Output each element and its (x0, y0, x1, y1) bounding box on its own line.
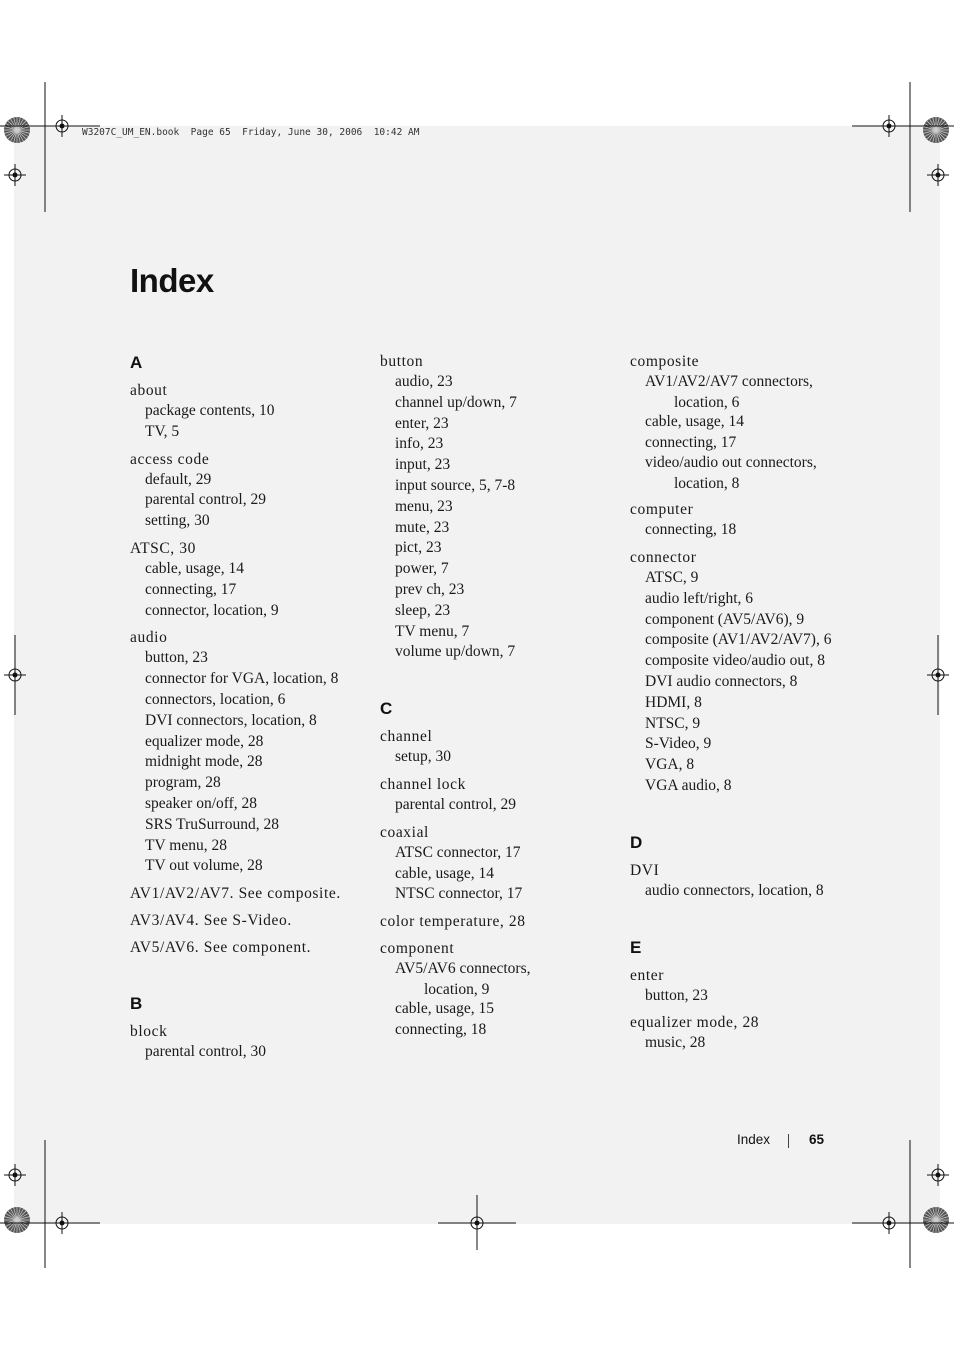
index-subterm (630, 610, 870, 631)
index-entry (630, 860, 870, 902)
subterm-text: AV1/AV2/AV7 connectors, (645, 373, 813, 390)
subterm-text: connector for VGA, location, 8 (145, 670, 339, 688)
index-subterm (630, 986, 870, 1007)
subterm-text: composite (AV1/AV2/AV7), 6 (645, 631, 832, 649)
subterm-text: prev ch, 23 (395, 580, 465, 598)
index-column-2 (380, 351, 620, 1047)
index-term: color temperature, 28 (380, 913, 526, 931)
subterm-text: ATSC connector, 17 (395, 843, 521, 861)
index-subterm (630, 630, 870, 651)
subterm-text: menu, 23 (395, 497, 453, 515)
subterm-text: channel up/down, 7 (395, 393, 517, 411)
index-term: AV5/AV6. See component. (130, 939, 312, 957)
index-subterm (380, 959, 620, 999)
index-term: AV1/AV2/AV7. See composite. (130, 885, 341, 903)
index-term: component (380, 940, 455, 958)
subterm-text: connecting, 17 (145, 580, 237, 598)
subterm-text: sleep, 23 (395, 601, 451, 619)
index-subterm (130, 815, 370, 836)
subterm-text: S-Video, 9 (645, 735, 712, 753)
subterm-text: connector, location, 9 (145, 601, 279, 619)
index-entry (630, 499, 870, 541)
index-subterm (380, 455, 620, 476)
index-subterm (130, 794, 370, 815)
index-subterm (380, 622, 620, 643)
index-letter-heading: A (130, 353, 143, 372)
subterm-text: mute, 23 (395, 518, 450, 536)
index-term: equalizer mode, 28 (630, 1014, 760, 1032)
index-entry (630, 1012, 870, 1054)
subterm-text: midnight mode, 28 (145, 753, 263, 771)
subterm-text: VGA audio, 8 (645, 776, 732, 794)
index-term: composite (630, 353, 700, 370)
subterm-text: setup, 30 (395, 748, 451, 766)
subterm-text: audio connectors, location, 8 (645, 881, 824, 899)
subterm-text: HDMI, 8 (645, 693, 702, 711)
index-entry (380, 822, 620, 905)
subterm-text: audio left/right, 6 (645, 589, 754, 607)
index-subterm (630, 433, 870, 454)
index-subterm (380, 434, 620, 455)
index-subterm (380, 497, 620, 518)
index-letter-heading: E (630, 937, 642, 957)
index-term: enter (630, 966, 664, 984)
index-subterm (130, 401, 370, 422)
index-subterm (380, 884, 620, 905)
index-term: ATSC, 30 (130, 539, 196, 557)
index-subterm (380, 601, 620, 622)
subterm-text: cable, usage, 14 (645, 412, 744, 430)
index-entry (130, 883, 370, 904)
index-entry (630, 351, 870, 493)
index-subterm (130, 601, 370, 622)
subterm-text: video/audio out connectors, (645, 454, 817, 472)
index-entry (130, 1021, 370, 1063)
subterm-text: equalizer mode, 28 (145, 732, 264, 750)
subterm-text: DVI connectors, location, 8 (145, 711, 317, 729)
index-subterm (630, 714, 870, 735)
index-subterm (630, 776, 870, 797)
index-entry (630, 547, 870, 797)
index-subterm (130, 856, 370, 877)
index-term: computer (630, 501, 694, 519)
subterm-text: package contents, 10 (145, 402, 275, 419)
index-column-3 (630, 351, 870, 1060)
subterm-text: connecting, 18 (395, 1020, 487, 1038)
index-entry (130, 449, 370, 532)
index-term: access code (130, 450, 210, 468)
subterm-continuation: location, 6 (674, 393, 740, 411)
subterm-text: AV5/AV6 connectors, (395, 960, 531, 978)
subterm-text: NTSC connector, 17 (395, 885, 523, 903)
index-subterm (130, 422, 370, 443)
index-entry (130, 937, 370, 958)
subterm-text: TV menu, 28 (145, 836, 227, 854)
subterm-text: input source, 5, 7-8 (395, 476, 516, 494)
page-title: Index (130, 262, 214, 299)
subterm-text: cable, usage, 15 (395, 999, 494, 1017)
subterm-text: volume up/down, 7 (395, 643, 516, 661)
index-subterm (380, 559, 620, 580)
subterm-text: input, 23 (395, 456, 451, 474)
index-entry (130, 538, 370, 621)
index-subterm (130, 559, 370, 580)
index-entry (380, 911, 620, 932)
subterm-text: ATSC, 9 (645, 568, 699, 586)
index-entry (380, 351, 620, 663)
subterm-text: DVI audio connectors, 8 (645, 672, 798, 690)
subterm-text: parental control, 29 (145, 491, 266, 509)
index-subterm (130, 490, 370, 511)
index-subterm (380, 372, 620, 393)
index-subterm (630, 412, 870, 433)
index-term: channel lock (380, 775, 466, 793)
index-subterm (380, 843, 620, 864)
index-subterm (630, 881, 870, 902)
index-term: about (130, 382, 168, 399)
index-subterm (630, 568, 870, 589)
subterm-text: TV out volume, 28 (145, 857, 263, 875)
subterm-text: component (AV5/AV6), 9 (645, 610, 805, 628)
index-term: DVI (630, 861, 660, 879)
index-entry (130, 380, 370, 443)
index-subterm (380, 864, 620, 885)
page-number: 65 (808, 1132, 824, 1147)
index-subterm (380, 393, 620, 414)
index-subterm (380, 747, 620, 768)
index-subterm (380, 642, 620, 663)
index-subterm (630, 693, 870, 714)
index-term: audio (130, 629, 168, 647)
index-letter-heading: B (130, 994, 143, 1014)
subterm-text: SRS TruSurround, 28 (145, 815, 279, 833)
index-subterm (130, 1042, 370, 1063)
subterm-text: connectors, location, 6 (145, 690, 286, 708)
subterm-continuation: location, 8 (674, 475, 740, 493)
subterm-text: cable, usage, 14 (395, 864, 494, 882)
index-letter-heading: C (380, 699, 393, 719)
subterm-text: audio, 23 (395, 373, 453, 390)
index-subterm (130, 732, 370, 753)
subterm-text: setting, 30 (145, 512, 210, 530)
index-subterm (380, 476, 620, 497)
index-term: coaxial (380, 823, 429, 841)
subterm-text: program, 28 (145, 774, 221, 792)
index-letter-heading: D (630, 832, 643, 852)
subterm-text: pict, 23 (395, 539, 442, 557)
subterm-text: parental control, 29 (395, 795, 516, 813)
subterm-text: connecting, 18 (645, 521, 737, 539)
index-subterm (130, 711, 370, 732)
index-term: connector (630, 548, 697, 566)
subterm-text: composite video/audio out, 8 (645, 652, 825, 670)
index-subterm (630, 453, 870, 493)
index-subterm (380, 538, 620, 559)
index-subterm (380, 1020, 620, 1041)
index-subterm (380, 999, 620, 1020)
footer-section: Index (737, 1132, 771, 1147)
index-subterm (130, 511, 370, 532)
subterm-text: TV, 5 (145, 422, 180, 440)
subterm-text: button, 23 (645, 986, 708, 1004)
index-subterm (380, 414, 620, 435)
index-subterm (630, 589, 870, 610)
print-slug: W3207C_UM_EN.book Page 65 Friday, June 30, 2006 10:42 AM (82, 127, 420, 138)
index-subterm (380, 580, 620, 601)
subterm-text: enter, 23 (395, 414, 449, 432)
index-subterm (630, 372, 870, 412)
index-subterm (130, 648, 370, 669)
subterm-text: VGA, 8 (645, 756, 695, 774)
subterm-text: TV menu, 7 (395, 622, 470, 640)
subterm-text: default, 29 (145, 470, 212, 488)
index-subterm (380, 795, 620, 816)
index-subterm (130, 773, 370, 794)
index-subterm (130, 470, 370, 491)
index-subterm (130, 669, 370, 690)
index-column-1 (130, 351, 370, 1069)
subterm-text: power, 7 (395, 560, 449, 578)
index-term: button (380, 353, 424, 370)
index-subterm (630, 672, 870, 693)
subterm-continuation: location, 9 (424, 980, 490, 998)
subterm-text: music, 28 (645, 1034, 706, 1052)
index-subterm (130, 580, 370, 601)
index-entry (630, 965, 870, 1007)
index-entry (130, 910, 370, 931)
index-subterm (130, 690, 370, 711)
subterm-text: speaker on/off, 28 (145, 794, 258, 812)
index-subterm (130, 752, 370, 773)
index-entry (380, 774, 620, 816)
index-entry (130, 627, 370, 877)
subterm-text: button, 23 (145, 649, 208, 667)
index-subterm (630, 755, 870, 776)
index-subterm (380, 518, 620, 539)
index-subterm (630, 520, 870, 541)
footer-divider (788, 1134, 789, 1148)
index-entry (380, 938, 620, 1040)
index-term: block (130, 1023, 168, 1041)
subterm-text: cable, usage, 14 (145, 559, 244, 577)
subterm-text: NTSC, 9 (645, 714, 701, 732)
index-subterm (630, 651, 870, 672)
index-term: channel (380, 728, 433, 746)
subterm-text: parental control, 30 (145, 1043, 266, 1061)
subterm-text: connecting, 17 (645, 433, 737, 451)
index-term: AV3/AV4. See S-Video. (130, 912, 292, 930)
subterm-text: info, 23 (395, 435, 444, 453)
index-entry (380, 726, 620, 768)
index-subterm (630, 1033, 870, 1054)
index-subterm (630, 734, 870, 755)
index-subterm (130, 836, 370, 857)
